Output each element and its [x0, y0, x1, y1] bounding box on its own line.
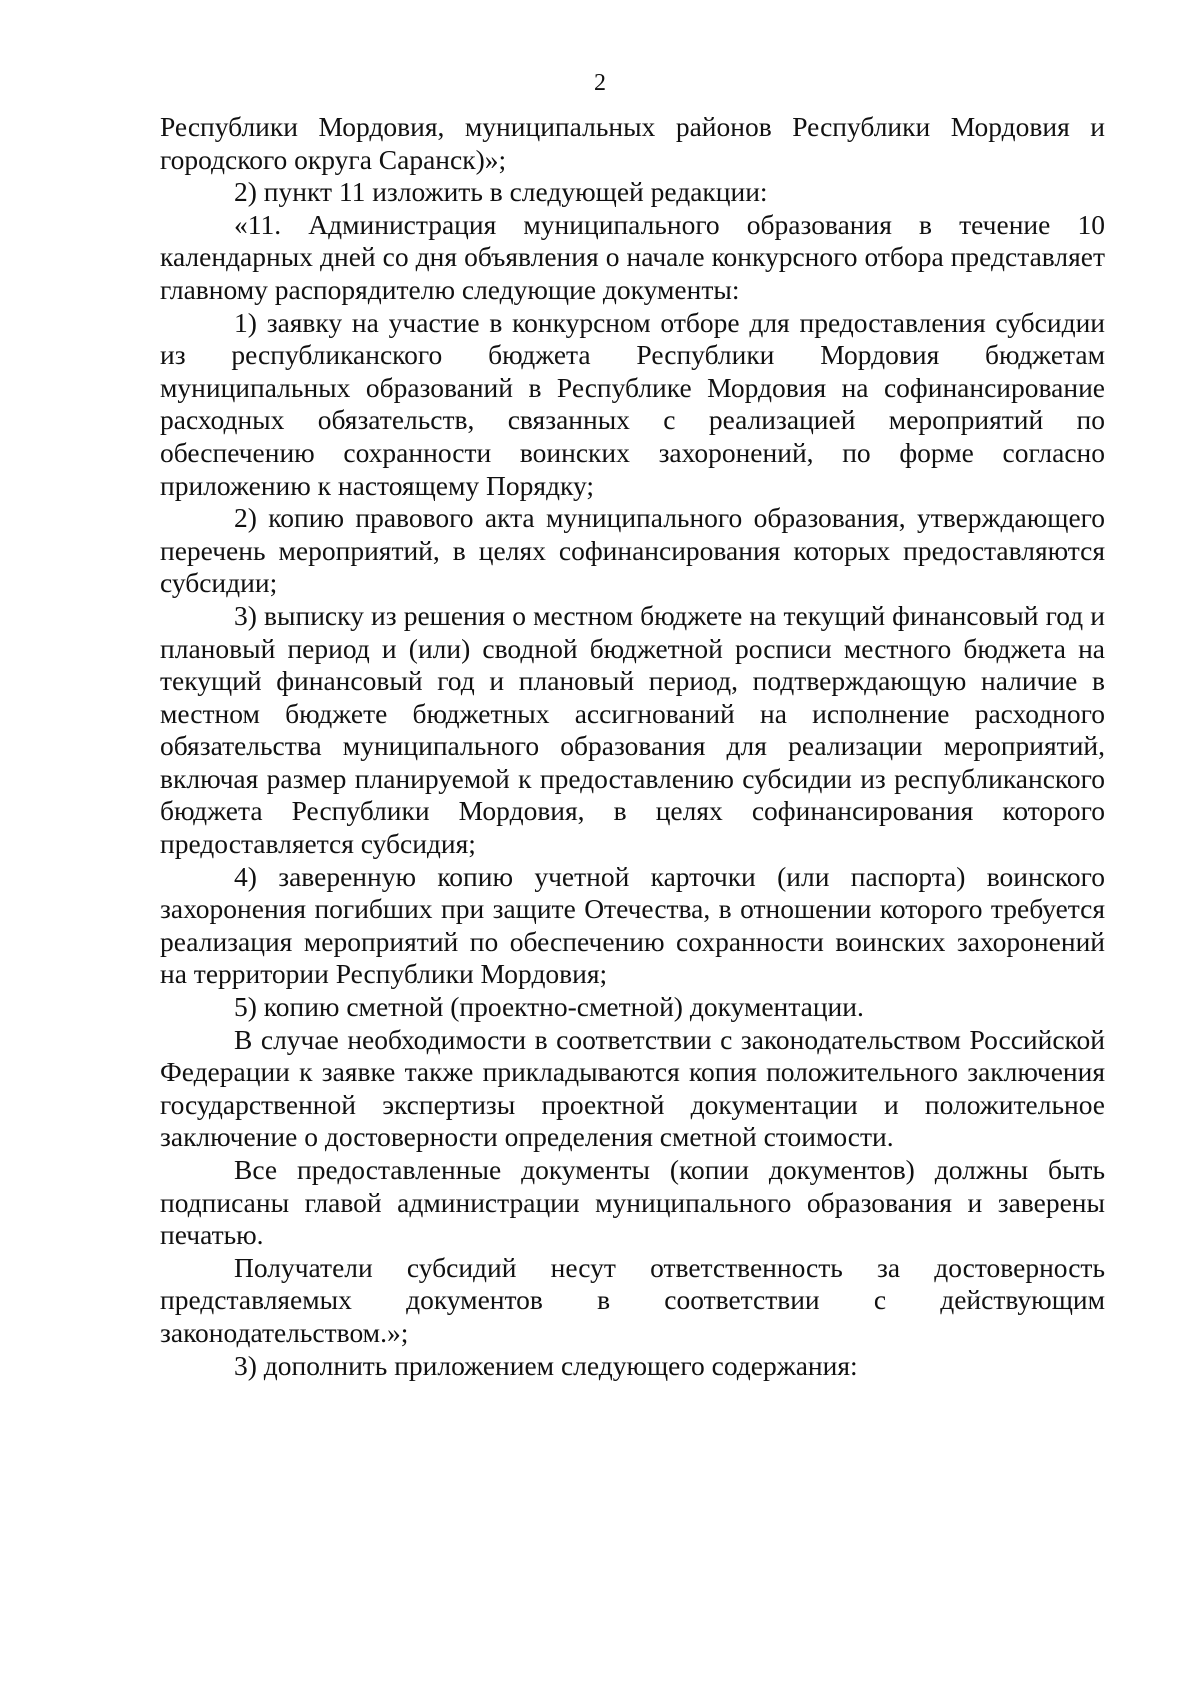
paragraph-amendment-2: 2) пункт 11 изложить в следующей редакции: [234, 176, 768, 208]
paragraph-item-5: 5) копию сметной (проектно-сметной) документации. [234, 991, 864, 1023]
paragraph-signatures: Все предоставленные документы (копии документов) должны быть подписаны главой администрации муниципального образования и заверены печатью. [160, 1154, 1105, 1251]
paragraph-continuation: Республики Мордовия, муниципальных районов Республики Мордовия и городского округа Саранск)»; [160, 111, 1105, 175]
page-number: 2 [594, 70, 606, 96]
document-body [160, 111, 1105, 1382]
paragraph-item-1: 1) заявку на участие в конкурсном отборе для предоставления субсидии из республиканского бюджета Республики Мордовия бюджетам муниципальных образований в Республике Мордовия на софинансирование расходных обязательств, связанных с реализацией мероприятий по обеспечению сохранности воинских захоронений, по форме согласно приложению к настоящему Порядку; [160, 306, 1105, 501]
paragraph-item-4: 4) заверенную копию учетной карточки (или паспорта) воинского захоронения погибших при защите Отечества, в отношении которого требуется реализация мероприятий по обеспечению сохранности воинских захоронений на территории Республики Мордовия; [160, 860, 1105, 990]
paragraph-item-2: 2) копию правового акта муниципального образования, утверждающего перечень мероприятий, в целях софинансирования которых предоставляются субсидии; [160, 502, 1105, 599]
paragraph-responsibility: Получатели субсидий несут ответственность за достоверность представляемых документов в соответствии с действующим законодательством.»; [160, 1251, 1105, 1348]
paragraph-expertise: В случае необходимости в соответствии с законодательством Российской Федерации к заявке также прикладываются копия положительного заключения государственной экспертизы проектной документации и положительное заключение о достоверности определения сметной стоимости. [160, 1023, 1105, 1153]
paragraph-clause-11: «11. Администрация муниципального образования в течение 10 календарных дней со дня объявления о начале конкурсного отбора представляет главному распорядителю следующие документы: [160, 208, 1105, 305]
paragraph-item-3: 3) выписку из решения о местном бюджете на текущий финансовый год и плановый период и (или) сводной бюджетной росписи местного бюджета на текущий финансовый год и плановый период, подтверждающую наличие в местном бюджете бюджетных ассигнований на исполнение расходного обязательства муниципального образования для реализации мероприятий, включая размер планируемой к предоставлению субсидии из республиканского бюджета Республики Мордовия, в целях софинансирования которого предоставляется субсидия; [160, 599, 1105, 860]
paragraph-amendment-3: 3) дополнить приложением следующего содержания: [234, 1349, 858, 1381]
